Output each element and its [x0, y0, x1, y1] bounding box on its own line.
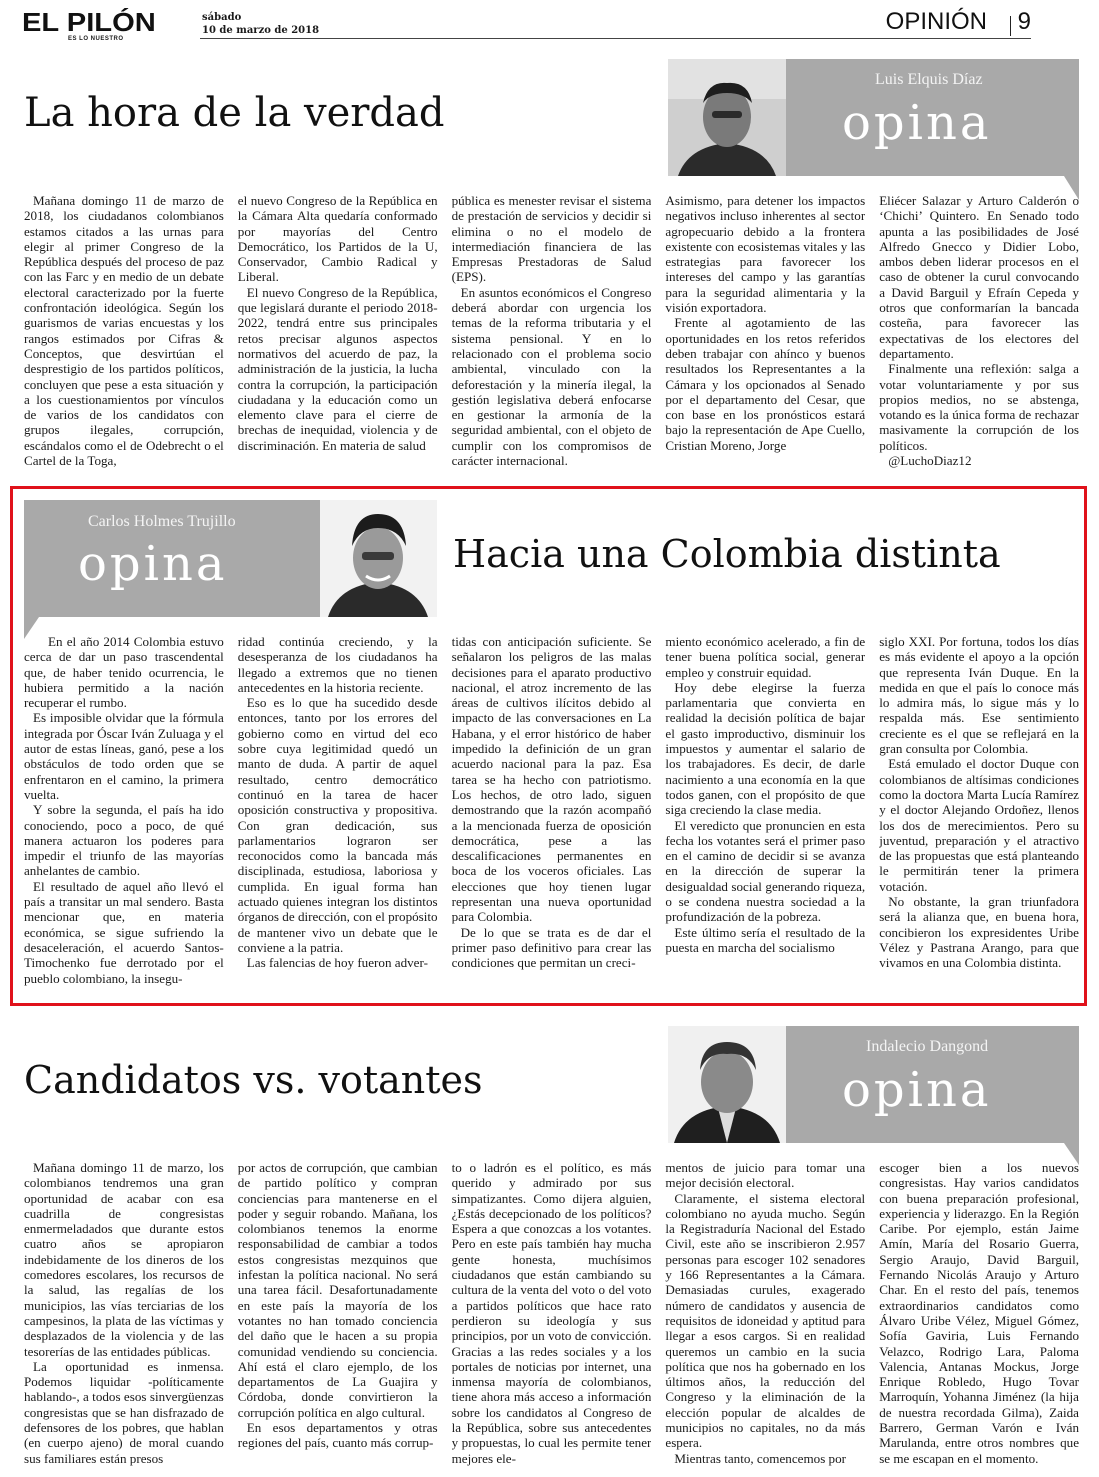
paragraph: ridad continúa creciendo, y la desesperanza de los ciudadanos ha llegado a extremos que no tienen antecedentes en la historia reciente. [237, 634, 438, 695]
author-portrait-icon [668, 59, 786, 176]
issue-day: sábado [202, 12, 242, 23]
paragraph: Está emulado el doctor Duque con colombianos de altísimas condiciones como la doctora Marta Lucía Ramírez y el doctor Alejando Ordoñez, llenos los dos de merecimientos. Pero su juventud, preparación y el atractivo de las propuestas que está planteando le permitirán tener la primera votación. [879, 756, 1079, 894]
page-number: 9 [1017, 8, 1031, 35]
header-rule [200, 38, 1031, 39]
article3-title: Candidatos vs. votantes [24, 1058, 483, 1102]
paragraph: por actos de corrupción, que cambian de partido político y compran conciencias para mantenerse en el poder y seguir robando. Mañana, los colombianos tenemos la enorme responsabilidad de cambiar a todos estos congresistas mezquinos que infestan la política nacional. No será una tarea fácil. Desafortunadamente en este país la mayoría de los votantes no han tomado conciencia del daño que le hacen a su propia comunidad vendiendo su conciencia. Ahí está el claro ejemplo, de los departamentos de La Guajira y Córdoba, donde convirtieron la corrupción política en algo cultural. [237, 1160, 438, 1420]
paragraph: el nuevo Congreso de la República en la Cámara Alta quedaría conformado por mayorías del Centro Democrático, los Partidos de la U, Conservador, Cambio Radical y Liberal. [237, 193, 438, 285]
article1-column-5 [879, 193, 1079, 475]
paragraph: miento económico acelerado, a fin de tener buena política social, generar empleo y construir equidad. [665, 634, 866, 680]
article3-column-1 [24, 1160, 224, 1470]
article1-column-2 [238, 193, 438, 475]
paragraph: Finalmente una reflexión: salga a votar voluntariamente y por sus propios medios, no se abstenga, votando es la única forma de rechazar masivamente la corrupción de los políticos. [879, 361, 1079, 453]
paragraph: Mañana domingo 11 de marzo de 2018, los ciudadanos colombianos estamos citados a las urnas para elegir al primer Congreso de la República después del proceso de paz con las Farc y en medio de un debate electoral caracterizado por la fuerte confrontación ideológica. Según los guarismos de varias encuestas y los rangos estimados por Cifras & Conceptos, que desvirtúan el desprestigio de los partidos políticos, concluyen que pese a esta situación y a los cuestionamientos por vínculos de varios de los candidatos con grupos ilegales, corrupción, escándalos como el de Odebrecht o el Cartel de la Toga, [24, 193, 224, 469]
article2-column-3 [452, 634, 652, 994]
article2-opina-box [24, 500, 320, 617]
article1-column-3 [452, 193, 652, 475]
paragraph: Claramente, el sistema electoral colombiano no ayuda mucho. Según la Registraduría Nacional del Estado Civil, este año se inscribieron 2.957 personas para escoger 102 senadores y 166 Representantes a la Cámara. Demasiadas curules, exagerado número de candidatos y ausencia de requisitos de idoneidad y aptitud para llegar a esos cargos. Si en realidad queremos un cambio en la sucia política que nos ha gobernado en los últimos años, la reducción del Congreso y la eliminación de la elección popular de alcaldes de municipios no capitales, no da más espera. [665, 1190, 866, 1451]
paragraph: mentos de juicio para tomar una mejor decisión electoral. [665, 1160, 866, 1191]
paragraph: Es imposible olvidar que la fórmula integrada por Óscar Iván Zuluaga y el autor de estas líneas, ganó, pese a los obstáculos de todo orden que se enfrentaron en el camino, la primera vuelta. [24, 710, 224, 802]
article1-column-4 [665, 193, 865, 475]
article2-title: Hacia una Colombia distinta [453, 532, 1001, 576]
paragraph: El resultado de aquel año llevó el país a transitar un mal sendero. Basta mencionar que, en materia económica, se sigue sufriendo la desaceleración, el acuerdo Santos-Timochenko fue derrotado por el pueblo colombiano, la insegu- [24, 878, 224, 986]
article3-author: Indalecio Dangond [866, 1038, 989, 1055]
paragraph: tidas con anticipación suficiente. Se señalaron los peligros de las malas decisiones para el aparato productivo nacional, el atroz incremento de las áreas de cultivos ilícitos debido al impacto de las conversaciones en La Habana, y el error histórico de haber impedido la definición de un gran acuerdo nacional para la paz. Esa tarea se ha hecho con patriotismo. Los hechos, de otro lado, siguen demostrando que la razón acompañó a la mencionada fuerza de oposición democrática, pese a las descalificaciones permanentes en boca de los voceros oficiales. Las elecciones que hoy tienen lugar representan una nueva oportunidad para Colombia. [451, 634, 652, 925]
paragraph: to o ladrón es el político, es más querido y admirado por sus simpatizantes. Como dijera alguien, ¿Estás decepcionado de los políticos? Espera a que conozcas a los votantes. Pero en este país también hay mucha gente honesta, muchísimos ciudadanos que están cambiando su cultura de la venta del voto o del voto a partidos políticos que hace rato perdieron su ideología y sus principios, por un voto de convicción. Gracias a las redes sociales y a los portales de noticias por internet, una inmensa mayoría de colombianos, tiene ahora más acceso a información sobre los candidatos al Congreso de la República, sobre sus antecedentes y propuestas, lo cual les permite tener mejores ele- [451, 1160, 652, 1466]
author-portrait-icon [320, 500, 437, 617]
article1-column-1 [24, 193, 224, 475]
paragraph: En el año 2014 Colombia estuvo cerca de dar un paso trascendental que, de haber tenido ocurrencia, le hubiera permitido a la nación recuperar el rumbo. [24, 634, 224, 711]
paragraph: En esos departamentos y otras regiones del país, cuanto más corrup- [237, 1420, 438, 1451]
author-portrait-icon [668, 1026, 786, 1143]
paragraph: Frente al agotamiento de las oportunidades en los retos referidos deben trabajar con ahínco y buenos resultados los Representantes a la Cámara y los opcionados al Senado por el departamento del Cesar, que con base en los pronósticos estará bajo la representación de Ape Cuello, Cristian Moreno, Jorge [665, 315, 866, 453]
article1-author-photo [668, 59, 786, 176]
article3-column-4 [665, 1160, 865, 1470]
paragraph: Y sobre la segunda, el país ha ido conociendo, poco a poco, de qué manera actuaron los poderes para impedir el triunfo de las mayorías anhelantes de cambio. [24, 802, 224, 879]
article2-column-1 [24, 634, 224, 994]
logo-tagline: ES LO NUESTRO [68, 36, 124, 42]
article3-column-5 [879, 1160, 1079, 1470]
article3-body [24, 1160, 1079, 1470]
article3-opina-box [786, 1026, 1079, 1143]
article1-author: Luis Elquis Díaz [875, 71, 983, 88]
article3-column-3 [452, 1160, 652, 1470]
article2-author: Carlos Holmes Trujillo [88, 513, 236, 530]
paragraph: Eso es lo que ha sucedido desde entonces, tanto por los errores del gobierno como en virtud del eco sobre cuya legitimidad quedó un manto de duda. A partir de aquel resultado, centro democrático continuó en la tarea de hacer oposición constructiva y propositiva. Con gran dedicación, sus parlamentarios lograron ser reconocidos como la bancada más disciplinada, estudiosa, laboriosa y cumplida. En igual forma han actuado quienes integran los distintos órganos de dirección, con el propósito de mantener vivo un debate que le conviene a la patria. [237, 695, 438, 955]
paragraph: Asimismo, para detener los impactos negativos incluso inherentes al sector agropecuario debido a la frontera existente con ecosistemas vitales y las estrategias para favorecer los intereses del campo y las garantías para la seguridad alimentaria y la visión exportadora. [665, 193, 866, 316]
paragraph: siglo XXI. Por fortuna, todos los días es más evidente el apoyo a la opción que representa Iván Duque. En la medida en que el país lo conoce más lo admira más, lo sigue más y lo respalda más. Ese sentimiento creciente es el que se reflejará en la gran consulta por Colombia. [879, 634, 1079, 757]
article1-body [24, 193, 1079, 475]
paragraph: En asuntos económicos el Congreso deberá abordar con urgencia los temas de la reforma tributaria y el sistema pensional. Y en lo relacionado con el problema socio ambiental, vinculado con la deforestación y la minería ilegal, la gestión legislativa deberá enfocarse en gestionar la armonía de la seguridad ambiental, con el objeto de cumplir con los compromisos de carácter internacional. [451, 284, 652, 469]
article2-column-2 [238, 634, 438, 994]
article2-column-4 [665, 634, 865, 994]
page-header [0, 0, 1099, 46]
article1-opina-box [786, 59, 1079, 176]
paragraph: La oportunidad es inmensa. Podemos liquidar -políticamente hablando-, a todos esos sinvergüenzas congresistas que se han disfrazado de defensores de los pobres, que hablan (en cuerpo ajeno) de moral cuando sus familiares están presos [24, 1358, 224, 1466]
article1-opina-label: opina [842, 95, 992, 151]
article3-opina-label: opina [842, 1062, 992, 1118]
article3-column-2 [238, 1160, 438, 1470]
paragraph: El veredicto que pronuncien en esta fecha los votantes será el primer paso en el camino de decidir si se avanza en la dirección de superar la desigualdad social generando riqueza, o se condena nuestra sociedad a la profundización de la pobreza. [665, 817, 866, 925]
article2-author-photo [320, 500, 437, 617]
twitter-handle: @LuchoDiaz12 [888, 453, 972, 469]
newspaper-logo: EL PILÓN [22, 7, 156, 37]
issue-date-text: 10 de marzo de 2018 [202, 25, 320, 36]
paragraph: No obstante, la gran triunfadora será la alianza que, en buena hora, concibieron los expresidentes Uribe Vélez y Pastrana Arango, para que vivamos en una Colombia distinta. [879, 894, 1079, 971]
paragraph: escoger bien a los nuevos congresistas. Hay varios candidatos con buena preparación profesional, experiencia y liderazgo. En la Región Caribe. Por ejemplo, están Jaime Amín, María del Rosario Guerra, Sergio Araujo, David Barguil, Fernando Nicolás Araujo y Arturo Char. En el resto del país, tenemos extraordinarios candidatos como Álvaro Uribe Vélez, Miguel Gómez, Sofía Gaviria, Luis Fernando Velazco, Rodrigo Lara, Paloma Valencia, Antanas Mockus, Jorge Enrique Robledo, Hugo Tovar Marroquín, Yohanna Jiménez (la hija de nuestra recordada Gilma), Zaida Barrero, German Varón e Iván Marulanda, entre otros nombres que se me escapan en el momento. [879, 1160, 1079, 1466]
paragraph: Eliécer Salazar y Arturo Calderón o ‘Chichi’ Quintero. En Senado todo apunta a las posibilidades de José Alfredo Gnecco y Didier Lobo, ambos deben liderar procesos en el caso de obtener la curul convocando a David Barguil y Efraín Cepeda y otros que conformarían la bancada costeña, para favorecer las expectativas de los electores del departamento. [879, 193, 1079, 361]
paragraph: De lo que se trata es de dar el primer paso definitivo para crear las condiciones que permitan un creci- [451, 924, 652, 971]
issue-date [202, 11, 319, 37]
paragraph: Este último sería el resultado de la puesta en marcha del socialismo [665, 924, 866, 955]
paragraph: Las falencias de hoy fueron adver- [246, 955, 428, 971]
article2-column-5 [879, 634, 1079, 994]
article2-opina-label: opina [78, 536, 228, 592]
paragraph: Mañana domingo 11 de marzo, los colombianos tendremos una gran oportunidad de acabar con esa cuadrilla de congresistas enmermeladados que durante estos cuatro años se apropiaron indebidamente de los dineros de los comedores escolares, los recursos de la salud, las regalías de los municipios, las vías terciarias de los campesinos, la plata de las víctimas y desplazados de la violencia y de las tesorerías de las entidades públicas. [24, 1160, 224, 1359]
paragraph: Hoy debe elegirse la fuerza parlamentaria que convierta en realidad la decisión política de bajar el gasto improductivo, disminuir los impuestos y aumentar el salario de los trabajadores. Es decir, de darle nacimiento a una economía en la que todos ganen, con el propósito de que siga creciendo la clase media. [665, 679, 866, 818]
article3-author-photo [668, 1026, 786, 1143]
paragraph: Mientras tanto, comencemos por [674, 1450, 847, 1466]
article2-body [24, 634, 1079, 994]
article1-title: La hora de la verdad [24, 90, 445, 136]
section-name: OPINIÓN [885, 8, 987, 35]
paragraph: pública es menester revisar el sistema de prestación de servicios y decidir si elimina o no el modelo de intermediación financiera de las Empresas Prestadoras de Salud (EPS). [451, 193, 652, 285]
paragraph: El nuevo Congreso de la República, que legislará durante el periodo 2018-2022, tendrá entre sus principales retos precisar algunos aspectos normativos del acuerdo de paz, la administración de la justicia, la lucha contra la corrupción, la participación ciudadana y la educación como un elemento clave para el cierre de brechas de inequidad, violencia y de discriminación. En materia de salud [237, 284, 438, 453]
